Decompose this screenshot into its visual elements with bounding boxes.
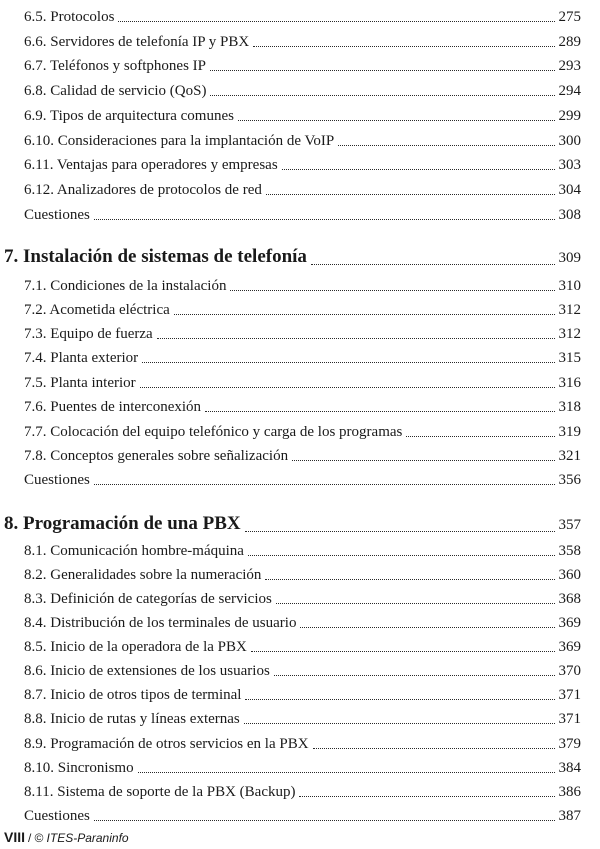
toc-entry-label: 8.1. Comunicación hombre-máquina	[24, 543, 244, 559]
chapter-page: 357	[558, 517, 581, 533]
toc-entry-label: 6.8. Calidad de servicio (QoS)	[24, 83, 207, 99]
toc-entry-page: 300	[558, 133, 581, 149]
toc-entry-page: 299	[558, 108, 581, 124]
toc-entry-label: 8.5. Inicio de la operadora de la PBX	[24, 639, 247, 655]
leader-dots	[245, 531, 555, 532]
toc-entry-label: Cuestiones	[24, 207, 90, 223]
page-number: VIII	[4, 829, 26, 845]
leader-dots	[338, 145, 554, 146]
toc-entry-label: 8.8. Inicio de rutas y líneas externas	[24, 711, 240, 727]
leader-dots	[245, 699, 554, 700]
toc-entry[interactable]	[24, 566, 581, 584]
toc-entry-label: 7.5. Planta interior	[24, 375, 136, 391]
toc-entry[interactable]	[24, 349, 581, 367]
leader-dots	[94, 820, 555, 821]
leader-dots	[299, 796, 554, 797]
leader-dots	[276, 603, 555, 604]
chapter-title: 8. Programación de una PBX	[4, 513, 241, 534]
toc-entry-label: 8.11. Sistema de soporte de la PBX (Backup)	[24, 784, 296, 800]
toc-entry[interactable]	[24, 301, 581, 319]
toc-entry-page: 316	[558, 375, 581, 391]
leader-dots	[210, 70, 555, 71]
toc-entry-page: 369	[558, 639, 581, 655]
toc-entry-page: 312	[558, 302, 581, 318]
toc-chapter-heading[interactable]	[4, 513, 581, 536]
leader-dots	[138, 772, 555, 773]
leader-dots	[142, 362, 554, 363]
toc-entry[interactable]	[24, 107, 581, 125]
toc-entry-label: 7.7. Colocación del equipo telefónico y carga de los programas	[24, 424, 403, 440]
toc-entry[interactable]	[24, 807, 581, 825]
leader-dots	[292, 460, 554, 461]
toc-entry-label: 8.10. Sincronismo	[24, 760, 134, 776]
toc-entry-page: 303	[558, 157, 581, 173]
toc-entry-label: 6.9. Tipos de arquitectura comunes	[24, 108, 234, 124]
toc-entry-label: Cuestiones	[24, 472, 90, 488]
toc-entry-page: 368	[558, 591, 581, 607]
page-footer	[4, 829, 129, 845]
toc-entry-label: 7.2. Acometida eléctrica	[24, 302, 170, 318]
leader-dots	[140, 387, 555, 388]
leader-dots	[210, 95, 554, 96]
toc-entry-label: 8.2. Generalidades sobre la numeración	[24, 567, 262, 583]
toc-entry[interactable]	[24, 614, 581, 632]
leader-dots	[118, 21, 554, 22]
toc-entry-page: 312	[558, 326, 581, 342]
toc-entry-page: 294	[558, 83, 581, 99]
toc-entry[interactable]	[24, 277, 581, 295]
leader-dots	[282, 169, 555, 170]
toc-entry[interactable]	[24, 423, 581, 441]
leader-dots	[248, 555, 555, 556]
leader-dots	[238, 120, 555, 121]
toc-entry-label: Cuestiones	[24, 808, 90, 824]
toc-entry[interactable]	[24, 783, 581, 801]
toc-entry[interactable]	[24, 206, 581, 224]
toc-entry-page: 370	[558, 663, 581, 679]
toc-entry-label: 6.5. Protocolos	[24, 9, 115, 25]
leader-dots	[230, 290, 554, 291]
toc-entry-label: 8.3. Definición de categorías de servicios	[24, 591, 272, 607]
toc-entry-page: 386	[558, 784, 581, 800]
toc-entry[interactable]	[24, 735, 581, 753]
toc-entry[interactable]	[24, 710, 581, 728]
leader-dots	[205, 411, 554, 412]
toc-entry-page: 289	[558, 34, 581, 50]
leader-dots	[244, 723, 555, 724]
toc-entry-page: 315	[558, 350, 581, 366]
toc-entry-label: 6.6. Servidores de telefonía IP y PBX	[24, 34, 250, 50]
toc-entry[interactable]	[24, 374, 581, 392]
chapter-page: 309	[558, 250, 581, 266]
toc-entry-page: 308	[558, 207, 581, 223]
toc-entry-page: 387	[558, 808, 581, 824]
toc-entry-label: 7.3. Equipo de fuerza	[24, 326, 153, 342]
toc-entry[interactable]	[24, 181, 581, 199]
leader-dots	[274, 675, 555, 676]
leader-dots	[251, 651, 555, 652]
toc-entry-label: 8.4. Distribución de los terminales de usuario	[24, 615, 297, 631]
toc-entry-page: 360	[558, 567, 581, 583]
toc-entry-page: 371	[558, 687, 581, 703]
toc-entry-label: 7.4. Planta exterior	[24, 350, 139, 366]
leader-dots	[265, 579, 554, 580]
toc-entry[interactable]	[24, 638, 581, 656]
toc-entry[interactable]	[24, 132, 581, 150]
toc-entry[interactable]	[24, 447, 581, 465]
toc-entry-page: 356	[558, 472, 581, 488]
toc-entry-label: 8.6. Inicio de extensiones de los usuarios	[24, 663, 270, 679]
toc-entry-label: 6.12. Analizadores de protocolos de red	[24, 182, 262, 198]
toc-entry[interactable]	[24, 8, 581, 26]
toc-entry-page: 379	[558, 736, 581, 752]
footer-separator: /	[28, 831, 32, 845]
leader-dots	[94, 484, 555, 485]
toc-entry[interactable]	[24, 57, 581, 75]
toc-entry-page: 369	[558, 615, 581, 631]
leader-dots	[174, 314, 555, 315]
toc-entry-label: 8.9. Programación de otros servicios en la PBX	[24, 736, 309, 752]
toc-entry[interactable]	[24, 398, 581, 416]
chapter-title: 7. Instalación de sistemas de telefonía	[4, 246, 307, 267]
leader-dots	[266, 194, 555, 195]
toc-entry-page: 321	[558, 448, 581, 464]
toc-entry-label: 8.7. Inicio de otros tipos de terminal	[24, 687, 242, 703]
leader-dots	[313, 748, 555, 749]
toc-entry-label: 6.11. Ventajas para operadores y empresas	[24, 157, 278, 173]
toc-entry[interactable]	[24, 156, 581, 174]
leader-dots	[157, 338, 555, 339]
toc-entry-page: 293	[558, 58, 581, 74]
leader-dots	[406, 436, 554, 437]
toc-entry-label: 7.8. Conceptos generales sobre señalización	[24, 448, 289, 464]
toc-entry-page: 304	[558, 182, 581, 198]
leader-dots	[94, 219, 555, 220]
toc-entry[interactable]	[24, 542, 581, 560]
toc-entry-page: 371	[558, 711, 581, 727]
leader-dots	[253, 46, 554, 47]
toc-entry-page: 384	[558, 760, 581, 776]
toc-entry-page: 318	[558, 399, 581, 415]
toc-entry-label: 6.7. Teléfonos y softphones IP	[24, 58, 206, 74]
publisher-credit: © ITES-Paraninfo	[34, 831, 129, 845]
toc-entry-page: 310	[558, 278, 581, 294]
toc-entry-page: 319	[558, 424, 581, 440]
toc-entry-label: 7.6. Puentes de interconexión	[24, 399, 202, 415]
toc-entry[interactable]	[24, 325, 581, 343]
toc-entry-page: 358	[558, 543, 581, 559]
toc-entry[interactable]	[24, 82, 581, 100]
leader-dots	[311, 264, 555, 265]
toc-chapter-heading[interactable]	[4, 246, 581, 269]
toc-entry[interactable]	[24, 33, 581, 51]
toc-entry[interactable]	[24, 590, 581, 608]
toc-entry-page: 275	[558, 9, 581, 25]
leader-dots	[300, 627, 554, 628]
toc-entry[interactable]	[24, 759, 581, 777]
toc-entry[interactable]	[24, 686, 581, 704]
toc-entry-label: 6.10. Consideraciones para la implantación de VoIP	[24, 133, 335, 149]
toc-entry[interactable]	[24, 662, 581, 680]
toc-entry[interactable]	[24, 471, 581, 489]
toc-entry-label: 7.1. Condiciones de la instalación	[24, 278, 227, 294]
